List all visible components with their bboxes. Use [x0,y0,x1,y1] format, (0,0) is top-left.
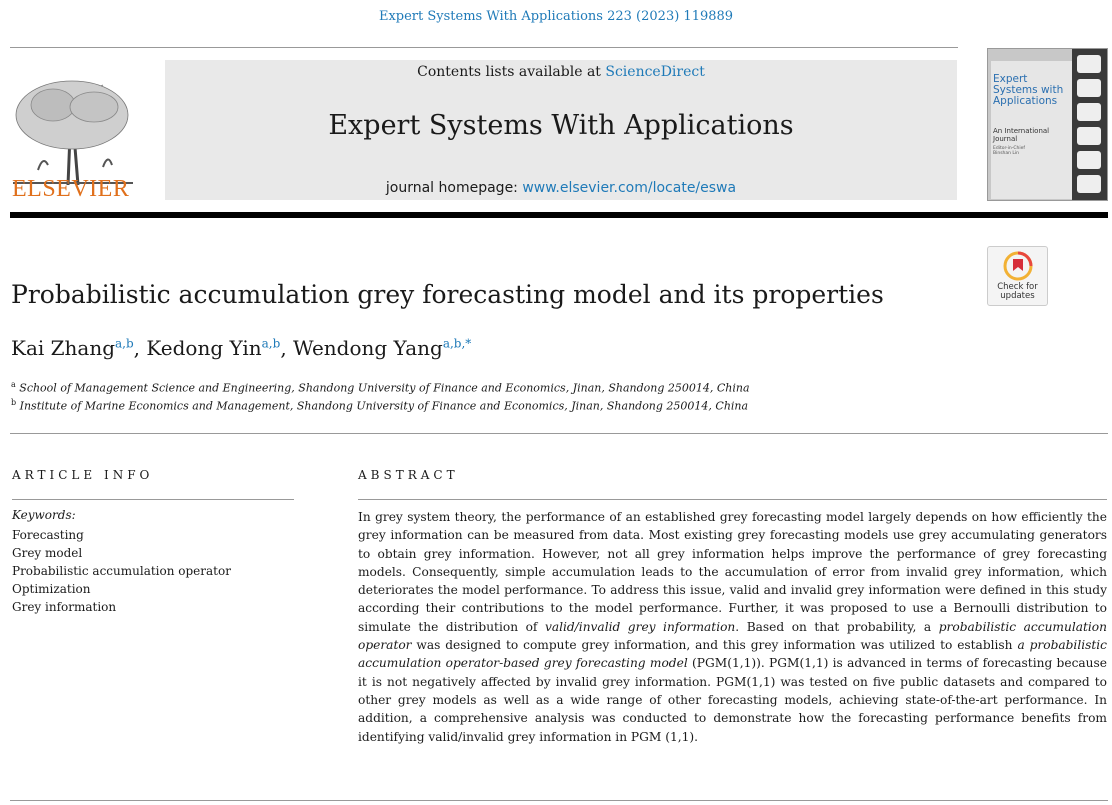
contents-prefix: Contents lists available at [417,64,606,80]
abstract-text: (PGM(1,1)). PGM(1,1) is advanced in terms of forecasting because it is not negatively affected by invalid grey information. PGM(1,1) was tested on five public datasets and compared to other grey models as well as a wide range of other forecasting models, achieving state-of-the-art performance. In addition, a comprehensive analysis was conducted to demonstrate how the forecasting performance benefits from identifying valid/invalid grey information in PGM (1,1). [358,656,1107,744]
journal-cover-thumbnail[interactable] [987,48,1108,201]
header-divider [10,47,958,48]
contents-line [165,64,957,80]
article-info-heading: ARTICLE INFO [12,468,154,482]
author-affiliation-mark[interactable]: a,b [261,336,281,351]
article-info-divider [12,499,294,500]
keyword-item: Grey information [12,600,117,614]
affiliation-mark: a [11,380,16,389]
gear-icon [1077,55,1101,73]
keyword-item: Forecasting [12,528,84,542]
abstract-emphasis: probabilistic accumulation operator [358,619,1107,653]
author-affiliation-mark[interactable]: a,b,* [442,336,472,351]
abstract-divider [358,499,1107,500]
author-name[interactable]: Kai Zhang [11,336,116,360]
cover-icon-strip [1072,49,1107,200]
cover-title: Expert Systems with Applications [993,73,1064,107]
affiliation-mark: b [11,398,17,407]
scale-icon [1077,103,1101,121]
elsevier-wordmark: ELSEVIER [12,176,130,202]
crossmark-icon [1003,251,1033,281]
author-name[interactable]: Kedong Yin [146,336,262,360]
keyword-item: Optimization [12,582,91,596]
abstract-heading: ABSTRACT [358,468,459,482]
bottom-divider [10,800,1108,801]
check-for-updates-button[interactable] [987,246,1048,306]
abstract-emphasis: a probabilistic accumulation operator-based grey forecasting model [358,638,1108,671]
homepage-prefix: journal homepage: [385,180,523,196]
homepage-line [165,180,957,196]
affiliation-text: Institute of Marine Economics and Management, Shandong University of Finance and Economics, Jinan, Shandong 250014, China [19,399,749,413]
abstract-text: . Based on that probability, a [735,619,939,634]
cover-subtitle: An International Journal [993,127,1050,143]
affiliation-a [11,380,750,395]
chart-icon [1077,79,1101,97]
keyword-item: Probabilistic accumulation operator [12,564,231,578]
keywords-label: Keywords: [12,508,76,522]
affiliation-text: School of Management Science and Engineering, Shandong University of Finance and Economics, Jinan, Shandong 250014, China [19,381,750,395]
sciencedirect-link[interactable]: ScienceDirect [605,64,705,80]
author-name[interactable]: Wendong Yang [293,336,443,360]
author-affiliation-mark[interactable]: a,b [115,336,134,351]
abstract-text: In grey system theory, the performance of an established grey forecasting model largely depends on how efficiently the grey information can be measured from data. Most existing grey forecasting models use grey accumulating generators to obtain grey information. However, not all grey information helps improve the performance of grey forecasting models. Consequently, simple accumulation leads to the accumulation of error from invalid grey information, which deteriorates the model performance. To address this issue, valid and invalid grey information were defined in this study according their contributions to the model performance. Further, it was proposed to use a Bernoulli distribution to simulate the distribution of [358,510,1107,634]
microscope-icon [1077,127,1101,145]
homepage-link[interactable]: www.elsevier.com/locate/eswa [522,180,737,196]
keyword-item: Grey model [12,546,83,560]
author-list: Kai Zhang$^{a,b}$, Kedong Yin$^{a,b}$, Wendong Yang$^{a,b,*}$ [11,336,472,360]
affiliation-b [11,398,748,413]
abstract-emphasis: valid/invalid grey information [544,619,736,634]
header-thick-divider [10,212,1108,218]
tool-icon [1077,175,1101,193]
section-divider [10,433,1108,434]
article-title: Probabilistic accumulation grey forecasting model and its properties [11,280,884,309]
abstract-text: was designed to compute grey information, and this grey information was utilized to establish [411,638,1018,653]
journal-reference[interactable]: Expert Systems With Applications 223 (2023) 119889 [378,9,734,24]
abstract-body [358,508,1107,746]
cover-editor: Editor-in-Chief Binshan Lin [993,146,1025,156]
check-for-updates-label: Check for updates [997,282,1038,301]
flask-icon [1077,151,1101,169]
journal-title: Expert Systems With Applications [328,110,794,141]
keywords-list [12,526,231,616]
